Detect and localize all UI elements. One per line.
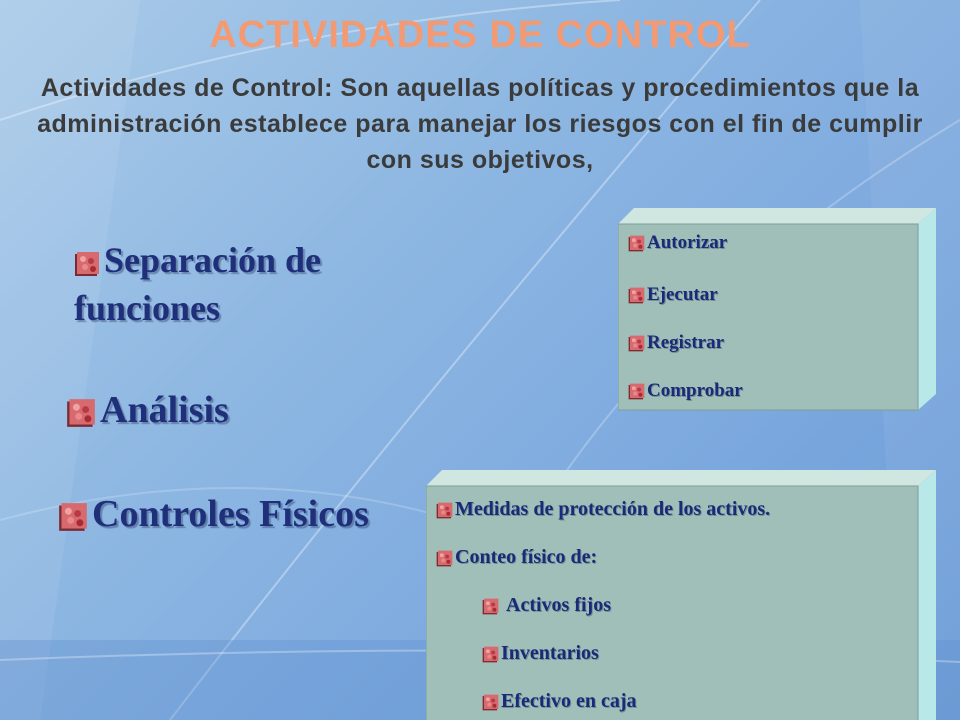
- item-separacion-funciones: [74, 236, 394, 332]
- list-item: Medidas de protección de los activos.: [436, 498, 770, 546]
- physical-controls-box: [426, 470, 938, 720]
- list-sub-item: Inventarios: [436, 642, 770, 690]
- separation-list: [628, 232, 743, 420]
- item-label: Controles Físicos: [92, 493, 369, 535]
- slide-title: ACTIVIDADES DE CONTROL: [209, 14, 751, 56]
- separation-box: [618, 208, 938, 412]
- flower-bullet-icon: [74, 251, 100, 277]
- item-analisis: [66, 386, 229, 434]
- item-label: Análisis: [100, 389, 229, 431]
- flower-bullet-icon: [628, 287, 645, 304]
- list-item: Comprobar: [628, 380, 743, 420]
- flower-bullet-icon: [436, 502, 453, 519]
- flower-bullet-icon: [482, 598, 499, 615]
- list-sub-item: Activos fijos: [436, 594, 770, 642]
- flower-bullet-icon: [58, 502, 88, 532]
- definition-text: Actividades de Control: Son aquellas políticas y procedimientos que la administración establece para manejar los riesgos con el fin de cumplir con sus objetivos,: [37, 74, 923, 174]
- item-label: Separación de funciones: [74, 240, 322, 328]
- list-item: Ejecutar: [628, 284, 743, 332]
- flower-bullet-icon: [66, 398, 96, 428]
- list-item: Conteo físico de:: [436, 546, 770, 594]
- flower-bullet-icon: [482, 694, 499, 711]
- flower-bullet-icon: [628, 235, 645, 252]
- flower-bullet-icon: [436, 550, 453, 567]
- flower-bullet-icon: [628, 335, 645, 352]
- physical-controls-list: [436, 498, 770, 720]
- list-item: Registrar: [628, 332, 743, 380]
- flower-bullet-icon: [628, 383, 645, 400]
- item-controles-fisicos: [58, 490, 369, 538]
- list-sub-item: Efectivo en caja: [436, 690, 770, 720]
- flower-bullet-icon: [482, 646, 499, 663]
- list-item: Autorizar: [628, 232, 743, 284]
